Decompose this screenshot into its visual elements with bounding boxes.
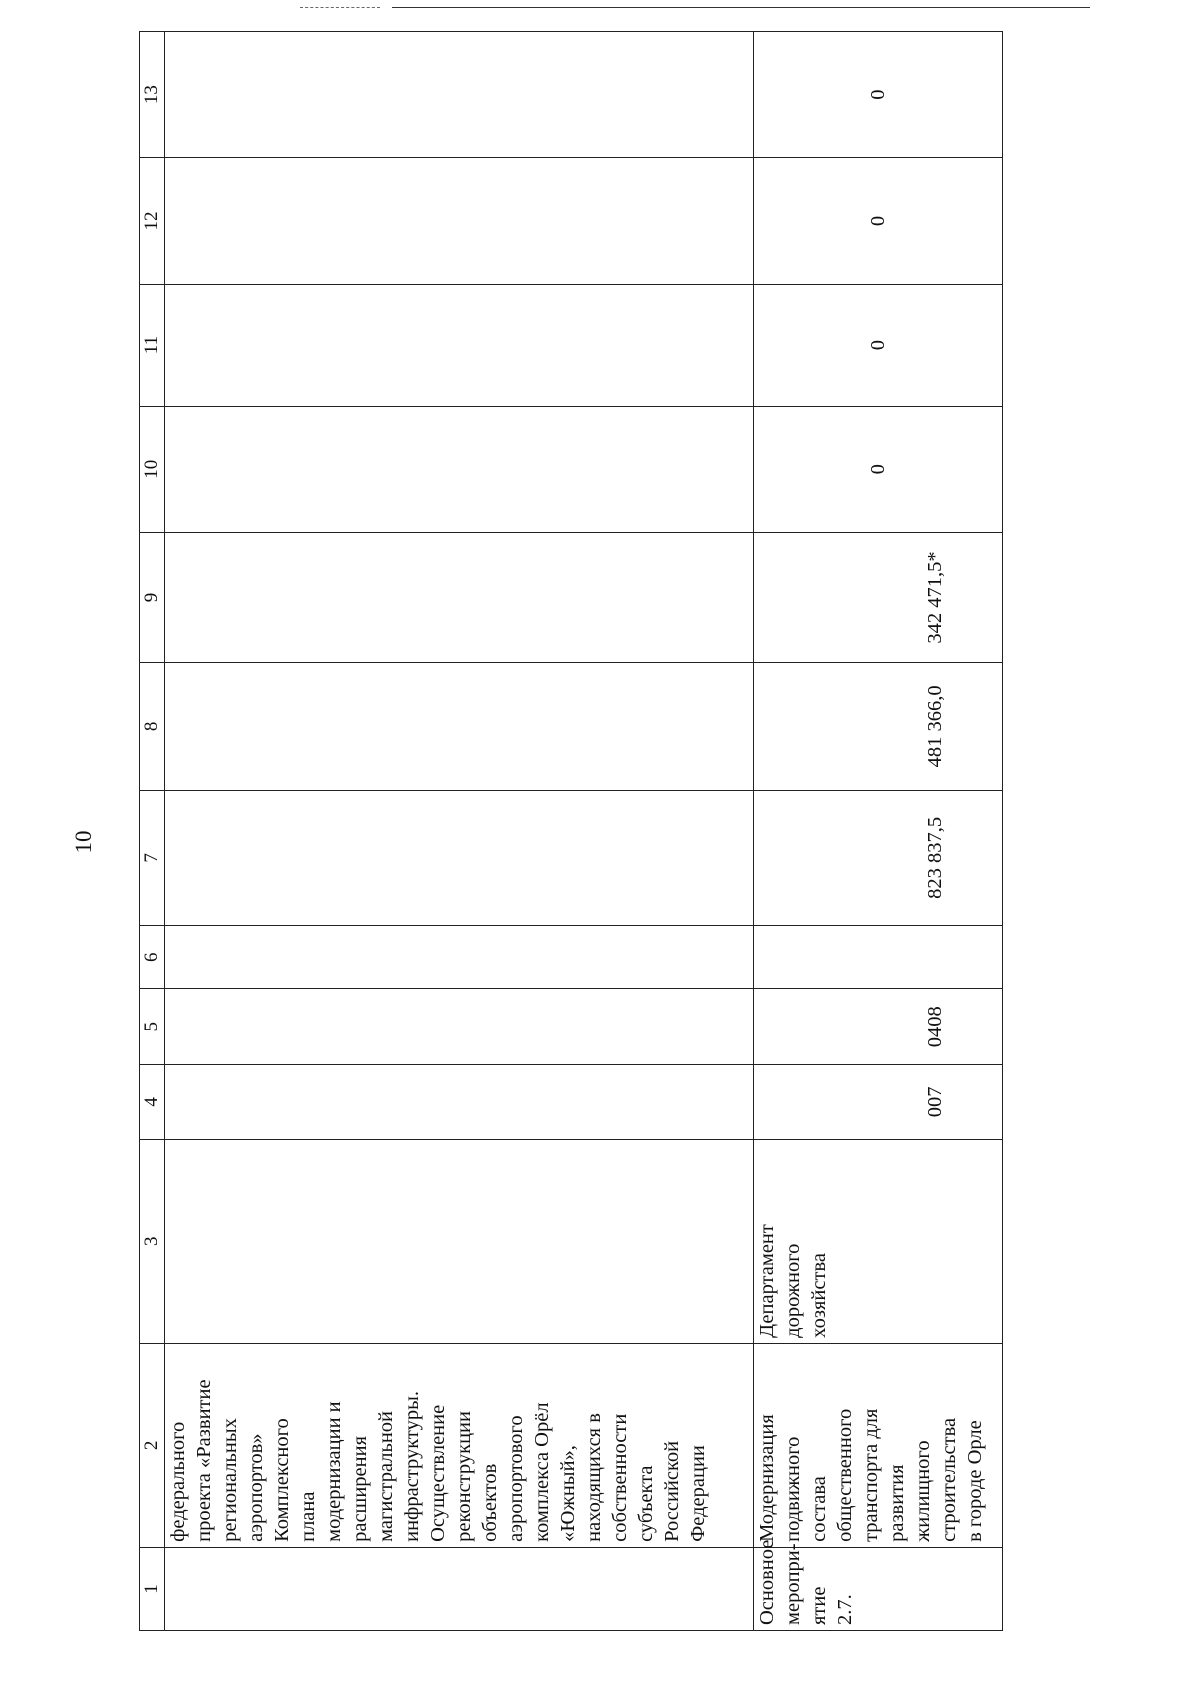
cell-line: субъекта — [635, 1465, 657, 1542]
column-11-cell — [754, 284, 1003, 406]
responsible-executor-cell — [754, 1139, 1003, 1343]
cell-line: аэропортов» — [245, 1433, 267, 1542]
cell-line: магистральной — [375, 1410, 397, 1542]
cell-line: подвижного — [782, 1436, 804, 1542]
cell-line: Российской — [661, 1440, 683, 1542]
column-number: 4 — [140, 1065, 165, 1140]
cell-line: федерального — [167, 1421, 189, 1542]
section-code-cell — [754, 989, 1003, 1065]
column-number: 2 — [140, 1343, 165, 1547]
cell-line: проекта «Развитие — [193, 1379, 215, 1542]
event-name-cell — [754, 1343, 1003, 1547]
column-6-cell — [754, 926, 1003, 989]
cell-line: расширения — [349, 1435, 371, 1542]
cell-line: состава — [808, 1476, 830, 1542]
cell-line: общественного — [834, 1408, 856, 1542]
event-code-cell — [165, 1547, 754, 1630]
section-code-cell — [165, 989, 754, 1065]
cell-line: собственности — [609, 1413, 631, 1542]
cell-line: транспорта для — [860, 1408, 882, 1542]
cell-line: объектов — [479, 1463, 501, 1542]
program-table — [139, 31, 1003, 1631]
cell-line: Модернизация — [756, 1414, 778, 1542]
column-13-cell — [754, 32, 1003, 158]
cell-value: 007 — [924, 1086, 946, 1118]
column-number: 3 — [140, 1139, 165, 1343]
cell-line: Осуществление — [427, 1404, 449, 1542]
event-name-cell — [165, 1343, 754, 1547]
grbs-code-cell — [165, 1065, 754, 1140]
top-dashed-rule — [300, 7, 380, 8]
column-number-row — [140, 32, 165, 1631]
column-12-cell — [754, 158, 1003, 284]
cell-line: в городе Орле — [964, 1420, 986, 1542]
cell-line: модернизации и — [323, 1401, 345, 1542]
cell-line: находящихся в — [583, 1413, 605, 1542]
cell-line: плана — [297, 1491, 319, 1542]
column-8-cell — [754, 663, 1003, 790]
cell-line: ятие 2.7. — [808, 1586, 856, 1625]
cell-line: хозяйства — [808, 1253, 830, 1338]
cell-value: 0 — [867, 215, 889, 227]
top-rule — [392, 7, 1090, 8]
table-row — [165, 32, 754, 1631]
column-9-cell — [754, 532, 1003, 662]
column-12-cell — [165, 158, 754, 284]
column-number: 6 — [140, 926, 165, 989]
cell-line: аэропортового — [505, 1415, 527, 1542]
column-number: 1 — [140, 1547, 165, 1630]
column-number: 9 — [140, 532, 165, 662]
total-amount-cell — [165, 790, 754, 926]
cell-value: 0408 — [924, 1006, 946, 1048]
table-row — [754, 32, 1003, 1631]
event-code-cell — [754, 1539, 1003, 1630]
cell-line: Федерации — [687, 1445, 709, 1542]
column-number: 13 — [140, 32, 165, 158]
cell-line: «Южный», — [557, 1445, 579, 1542]
cell-value: 342 471,5* — [924, 551, 946, 644]
cell-line: Департамент — [756, 1224, 778, 1338]
cell-value: 0 — [867, 89, 889, 100]
cell-line: Основное — [756, 1539, 778, 1625]
cell-line: развития — [886, 1464, 908, 1542]
column-8-cell — [165, 663, 754, 790]
cell-line: комплекса Орёл — [531, 1402, 553, 1542]
cell-value: 823 837,5 — [924, 816, 946, 899]
page-number: 10 — [71, 830, 96, 854]
table-frame — [139, 31, 1003, 1631]
cell-line: строительства — [938, 1417, 960, 1542]
column-number: 7 — [140, 790, 165, 926]
column-13-cell — [165, 32, 754, 158]
grbs-code-cell — [754, 1065, 1003, 1140]
cell-line: реконструкции — [453, 1411, 475, 1542]
responsible-executor-cell — [165, 1139, 754, 1343]
column-10-cell — [165, 406, 754, 532]
column-number: 11 — [140, 284, 165, 406]
cell-line: жилищного — [912, 1440, 934, 1542]
column-11-cell — [165, 284, 754, 406]
cell-value: 0 — [867, 464, 889, 475]
cell-line: инфраструктуры. — [401, 1391, 423, 1542]
column-10-cell — [754, 406, 1003, 532]
cell-line: меропри- — [782, 1543, 804, 1625]
cell-line: дорожного — [782, 1243, 804, 1338]
column-6-cell — [165, 926, 754, 989]
column-9-cell — [165, 532, 754, 662]
column-number: 8 — [140, 663, 165, 790]
cell-value: 0 — [867, 339, 889, 351]
cell-line: Комплексного — [271, 1418, 293, 1542]
column-number: 12 — [140, 158, 165, 284]
column-number: 10 — [140, 406, 165, 532]
column-number: 5 — [140, 989, 165, 1065]
cell-value: 481 366,0 — [924, 685, 946, 768]
cell-line: региональных — [219, 1418, 241, 1542]
total-amount-cell — [754, 790, 1003, 926]
